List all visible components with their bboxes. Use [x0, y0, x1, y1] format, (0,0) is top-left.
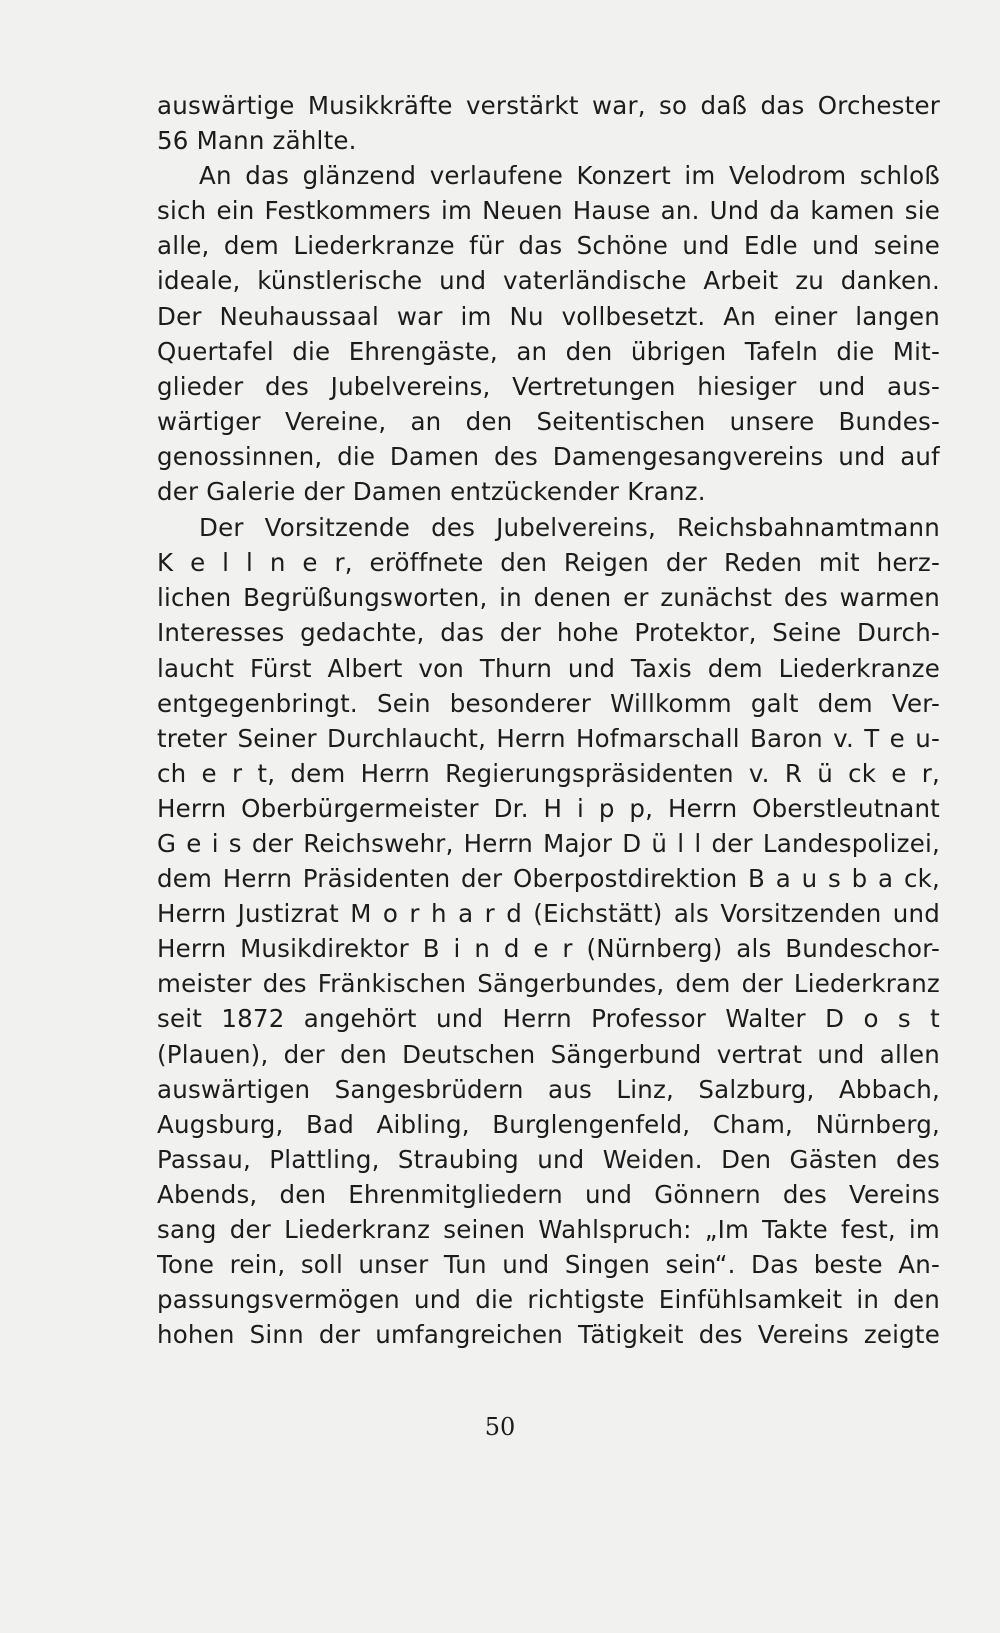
text-line: wärtiger Vereine, an den Seitentischen unsere Bundes- — [157, 406, 940, 436]
text-line: (Plauen), der den Deutschen Sängerbund vertrat und allen — [157, 1039, 940, 1069]
text-line: sang der Liederkranz seinen Wahlspruch: „Im Takte fest, im — [157, 1215, 940, 1244]
text-line: sich ein Festkommers im Neuen Hause an. Und da kamen sie — [157, 196, 940, 226]
text-line: 56 Mann zählte. — [157, 126, 357, 156]
text-line: Abends, den Ehrenmitgliedern und Gönnern des Vereins — [157, 1179, 940, 1209]
text-line: ch e r t, dem Herrn Regierungspräsidenten v. R ü ck e r, — [157, 758, 940, 788]
text-line: auswärtigen Sangesbrüdern aus Linz, Salzburg, Abbach, — [157, 1074, 940, 1104]
text-line: der Galerie der Damen entzückender Kranz. — [157, 477, 706, 507]
text-line: passungsvermögen und die richtigste Einfühlsamkeit in den — [157, 1285, 940, 1315]
text-line: auswärtige Musikkräfte verstärkt war, so daß das Orchester — [157, 91, 940, 120]
text-line: laucht Fürst Albert von Thurn und Taxis dem Liederkranze — [157, 653, 940, 683]
text-line: lichen Begrüßungsworten, in denen er zunächst des warmen — [157, 583, 940, 613]
text-line: alle, dem Liederkranze für das Schöne und Edle und seine — [157, 231, 940, 261]
text-line: K e l l n e r, eröffnete den Reigen der Reden mit herz- — [157, 548, 940, 578]
text-line: dem Herrn Präsidenten der Oberpostdirektion B a u s b a ck, — [157, 864, 940, 894]
text-line: An das glänzend verlaufene Konzert im Velodrom schloß — [199, 161, 940, 191]
text-line: seit 1872 angehört und Herrn Professor Walter D o s t — [157, 1004, 940, 1034]
text-line: hohen Sinn der umfangreichen Tätigkeit des Vereins zeigte — [157, 1320, 940, 1350]
text-line: Augsburg, Bad Aibling, Burglengenfeld, Cham, Nürnberg, — [157, 1109, 940, 1139]
text-line: Der Neuhaussaal war im Nu vollbesetzt. An einer langen — [157, 301, 940, 331]
text-line: Der Vorsitzende des Jubelvereins, Reichsbahnamtmann — [199, 513, 940, 543]
text-line: Herrn Justizrat M o r h a r d (Eichstätt) als Vorsitzenden und — [157, 899, 940, 929]
text-line: Herrn Musikdirektor B i n d e r (Nürnberg) als Bundeschor- — [157, 934, 940, 964]
text-line: Tone rein, soll unser Tun und Singen sein“. Das beste An- — [157, 1250, 940, 1280]
text-line: meister des Fränkischen Sängerbundes, dem der Liederkranz — [157, 969, 940, 999]
text-line: Interesses gedachte, das der hohe Protektor, Seine Durch- — [157, 618, 940, 648]
page-number: 50 — [484, 1413, 516, 1441]
text-line: Passau, Plattling, Straubing und Weiden. Den Gästen des — [157, 1144, 940, 1174]
text-line: Quertafel die Ehrengäste, an den übrigen Tafeln die Mit- — [157, 336, 940, 366]
text-line: treter Seiner Durchlaucht, Herrn Hofmarschall Baron v. T e u- — [157, 723, 940, 753]
text-line: G e i s der Reichswehr, Herrn Major D ü l l der Landespolizei, — [157, 828, 940, 858]
text-line: genossinnen, die Damen des Damengesangvereins und auf — [157, 441, 940, 471]
body-text — [157, 88, 940, 1352]
text-line: Herrn Oberbürgermeister Dr. H i p p, Herrn Oberstleutnant — [157, 793, 940, 823]
text-line: glieder des Jubelvereins, Vertretungen hiesiger und aus- — [157, 371, 940, 401]
text-line: entgegenbringt. Sein besonderer Willkomm galt dem Ver- — [157, 688, 940, 718]
text-line: ideale, künstlerische und vaterländische Arbeit zu danken. — [157, 266, 940, 296]
